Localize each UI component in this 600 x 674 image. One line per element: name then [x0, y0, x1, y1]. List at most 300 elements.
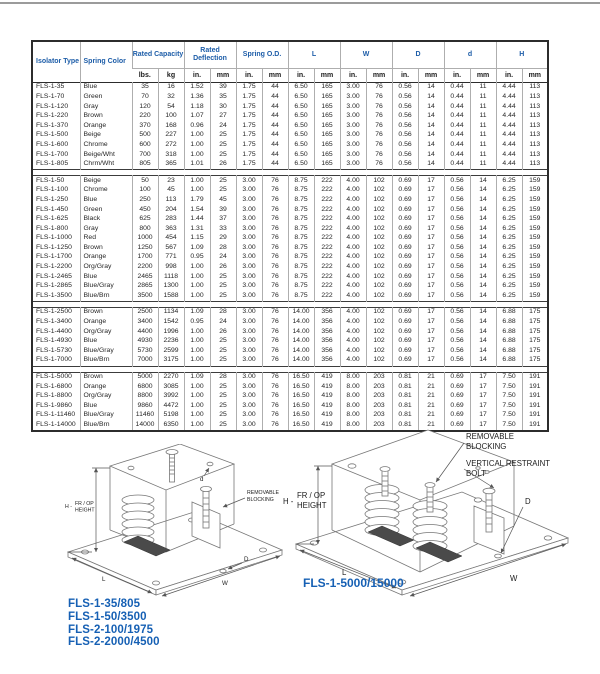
- cell-value: 1.09: [184, 244, 210, 254]
- table-row: [32, 318, 548, 328]
- cell-value: 2270: [158, 372, 184, 382]
- cell-value: 0.44: [444, 160, 470, 170]
- cell-value: 6.25: [496, 282, 522, 292]
- cell-value: 0.69: [444, 392, 470, 402]
- cell-value: 3.00: [236, 244, 262, 254]
- cell-value: 14: [470, 244, 496, 254]
- cell-value: 17: [418, 186, 444, 196]
- cell-spring-color: Blue: [80, 337, 132, 347]
- cell-value: 8.00: [340, 411, 366, 421]
- cell-spring-color: Orange: [80, 121, 132, 131]
- cell-spring-color: Blue/Gray: [80, 282, 132, 292]
- table-row: [32, 234, 548, 244]
- cell-value: 5000: [132, 372, 158, 382]
- cell-value: 0.81: [392, 421, 418, 432]
- cell-value: 8.00: [340, 382, 366, 392]
- cell-value: 0.56: [444, 346, 470, 356]
- l-label: L: [102, 576, 106, 583]
- cell-value: 102: [366, 337, 392, 347]
- cell-isolator-type: FLS-1-120: [36, 102, 69, 110]
- cell-value: 0.81: [392, 401, 418, 411]
- cell-value: 102: [366, 356, 392, 366]
- cell-isolator-type: FLS-1-100: [36, 186, 69, 194]
- cell-spring-color: Blue: [80, 272, 132, 282]
- cell-value: 3.00: [340, 93, 366, 103]
- cell-value: 1588: [158, 291, 184, 301]
- cell-value: 9860: [132, 401, 158, 411]
- cell-value: 3.00: [236, 215, 262, 225]
- cell-isolator-type: FLS-1-450: [36, 205, 69, 213]
- cell-value: 14.00: [288, 356, 314, 366]
- cell-value: 6.25: [496, 215, 522, 225]
- h-label: H -: [283, 497, 294, 506]
- cell-value: 25: [210, 401, 236, 411]
- bolt-label: BOLT: [466, 469, 486, 478]
- cell-isolator-type: FLS-1-805: [36, 160, 69, 168]
- cell-value: 44: [262, 121, 288, 131]
- cell-value: 220: [132, 112, 158, 122]
- cell-value: 113: [522, 160, 548, 170]
- cell-value: 16.50: [288, 392, 314, 402]
- cell-value: 76: [262, 411, 288, 421]
- cell-isolator-type: FLS-1-14000: [36, 420, 76, 428]
- cell-value: 25: [210, 382, 236, 392]
- cell-value: 3.00: [236, 263, 262, 273]
- model-label: FLS-2-2000/4500: [68, 636, 160, 649]
- cell-value: 3.00: [340, 102, 366, 112]
- cell-value: 356: [314, 337, 340, 347]
- cell-value: 14.00: [288, 346, 314, 356]
- cell-value: 165: [314, 93, 340, 103]
- table-row: [32, 205, 548, 215]
- removable-label: REMOVABLE: [466, 432, 514, 441]
- cell-value: 175: [522, 308, 548, 318]
- cell-value: 4.44: [496, 141, 522, 151]
- cell-value: 8.75: [288, 186, 314, 196]
- cell-value: 1.52: [184, 83, 210, 93]
- cell-value: 24: [210, 253, 236, 263]
- cell-value: 102: [366, 291, 392, 301]
- cell-value: 14: [470, 176, 496, 186]
- cell-value: 113: [522, 150, 548, 160]
- cell-value: 0.56: [392, 131, 418, 141]
- cell-value: 1300: [158, 282, 184, 292]
- unit-header: in.: [340, 69, 366, 83]
- h-label: H -: [65, 504, 72, 510]
- cell-isolator-type: FLS-1-5730: [36, 346, 72, 354]
- cell-value: 159: [522, 205, 548, 215]
- cell-value: 8.75: [288, 291, 314, 301]
- cell-spring-color: Red: [80, 234, 132, 244]
- cell-value: 771: [158, 253, 184, 263]
- cell-isolator-type: FLS-1-800: [36, 224, 69, 232]
- cell-value: 76: [262, 356, 288, 366]
- cell-value: 16.50: [288, 421, 314, 432]
- cell-value: 165: [314, 112, 340, 122]
- unit-header: mm: [314, 69, 340, 83]
- cell-value: 76: [262, 318, 288, 328]
- cell-value: 3.00: [236, 234, 262, 244]
- table-header: [32, 41, 548, 83]
- col-header-isolator-type: Isolator Type: [36, 57, 80, 65]
- fr-op-label: FR / OP: [297, 491, 326, 500]
- cell-value: 14: [470, 263, 496, 273]
- cell-value: 11: [470, 112, 496, 122]
- cell-isolator-type: FLS-1-500: [36, 131, 69, 139]
- cell-value: 76: [262, 372, 288, 382]
- model-label: FLS-1-50/3500: [68, 610, 147, 623]
- cell-value: 14: [470, 318, 496, 328]
- table-row: [32, 224, 548, 234]
- cell-value: 4.00: [340, 337, 366, 347]
- cell-value: 222: [314, 263, 340, 273]
- cell-value: 8.75: [288, 282, 314, 292]
- cell-value: 6.88: [496, 327, 522, 337]
- cell-value: 120: [132, 102, 158, 112]
- cell-value: 17: [470, 372, 496, 382]
- cell-isolator-type: FLS-1-1700: [36, 253, 72, 261]
- cell-value: 4.00: [340, 234, 366, 244]
- cell-spring-color: Blue: [80, 401, 132, 411]
- cell-value: 1542: [158, 318, 184, 328]
- cell-spring-color: Org/Gray: [80, 392, 132, 402]
- cell-value: 6.88: [496, 356, 522, 366]
- cell-value: 805: [132, 160, 158, 170]
- cell-isolator-type: FLS-1-5000: [36, 373, 72, 381]
- cell-value: 14: [418, 102, 444, 112]
- cell-spring-color: Green: [80, 205, 132, 215]
- cell-value: 1250: [132, 244, 158, 254]
- top-rule: [0, 2, 600, 4]
- cell-value: 76: [262, 234, 288, 244]
- cell-value: 11: [470, 93, 496, 103]
- cell-value: 3.00: [236, 327, 262, 337]
- cell-isolator-type: FLS-1-250: [36, 195, 69, 203]
- cell-value: 102: [366, 234, 392, 244]
- cell-value: 14: [470, 253, 496, 263]
- table-row: [32, 112, 548, 122]
- cell-value: 165: [314, 121, 340, 131]
- d-label: d: [200, 476, 204, 483]
- cell-value: 1.09: [184, 372, 210, 382]
- cell-spring-color: Chrome: [80, 141, 132, 151]
- cell-value: 21: [418, 411, 444, 421]
- cell-value: 0.56: [444, 224, 470, 234]
- cell-value: 0.81: [392, 382, 418, 392]
- cell-value: 159: [522, 196, 548, 206]
- cell-value: 1.00: [184, 186, 210, 196]
- cell-value: 0.69: [392, 253, 418, 263]
- cell-value: 7.50: [496, 421, 522, 432]
- cell-value: 102: [366, 186, 392, 196]
- cell-value: 0.69: [392, 205, 418, 215]
- cell-spring-color: Blue/Gray: [80, 411, 132, 421]
- cell-value: 14: [470, 327, 496, 337]
- cell-value: 191: [522, 401, 548, 411]
- cell-value: 4.00: [340, 308, 366, 318]
- cell-value: 76: [262, 401, 288, 411]
- cell-value: 1.00: [184, 327, 210, 337]
- cell-value: 159: [522, 263, 548, 273]
- cell-isolator-type: FLS-1-70: [36, 92, 65, 100]
- table-row: [32, 337, 548, 347]
- cell-value: 37: [210, 215, 236, 225]
- cell-value: 100: [132, 186, 158, 196]
- cell-value: 1.75: [236, 83, 262, 93]
- cell-value: 17: [418, 224, 444, 234]
- cell-value: 0.95: [184, 253, 210, 263]
- cell-value: 7.50: [496, 392, 522, 402]
- cell-value: 356: [314, 327, 340, 337]
- cell-value: 8.75: [288, 272, 314, 282]
- cell-value: 0.56: [392, 93, 418, 103]
- vertical-restraint-label: VERTICAL RESTRAINT: [466, 459, 551, 468]
- cell-isolator-type: FLS-1-700: [36, 150, 69, 158]
- cell-value: 14: [470, 346, 496, 356]
- cell-value: 1.75: [236, 102, 262, 112]
- cell-value: 4.00: [340, 215, 366, 225]
- cell-value: 0.44: [444, 131, 470, 141]
- cell-value: 17: [418, 244, 444, 254]
- cell-value: 227: [158, 131, 184, 141]
- cell-value: 3.00: [236, 372, 262, 382]
- table-row: [32, 327, 548, 337]
- cell-value: 17: [418, 282, 444, 292]
- table-group-3: [32, 308, 548, 367]
- D-label: D: [244, 556, 249, 563]
- table-row: [32, 356, 548, 366]
- cell-value: 419: [314, 421, 340, 432]
- cell-value: 0.44: [444, 83, 470, 93]
- cell-value: 0.56: [444, 176, 470, 186]
- cell-value: 14: [470, 291, 496, 301]
- model-label: FLS-1-35/805: [68, 598, 141, 610]
- cell-value: 30: [210, 102, 236, 112]
- cell-value: 6.25: [496, 176, 522, 186]
- cell-value: 0.69: [392, 308, 418, 318]
- cell-value: 1.75: [236, 160, 262, 170]
- cell-isolator-type: FLS-1-370: [36, 121, 69, 129]
- cell-value: 159: [522, 282, 548, 292]
- cell-value: 76: [262, 382, 288, 392]
- cell-value: 1.31: [184, 224, 210, 234]
- cell-value: 25: [210, 282, 236, 292]
- height-label: HEIGHT: [297, 501, 327, 510]
- cell-value: 0.69: [444, 382, 470, 392]
- cell-value: 16: [158, 83, 184, 93]
- cell-value: 7.50: [496, 372, 522, 382]
- cell-value: 175: [522, 346, 548, 356]
- cell-value: 7000: [132, 356, 158, 366]
- cell-value: 17: [418, 263, 444, 273]
- cell-value: 0.69: [392, 272, 418, 282]
- cell-value: 6.25: [496, 253, 522, 263]
- cell-value: 25: [210, 272, 236, 282]
- cell-value: 25: [210, 176, 236, 186]
- cell-value: 500: [132, 131, 158, 141]
- cell-value: 25: [210, 356, 236, 366]
- cell-value: 0.81: [392, 392, 418, 402]
- table-row: [32, 186, 548, 196]
- cell-value: 44: [262, 112, 288, 122]
- cell-value: 8.75: [288, 215, 314, 225]
- cell-value: 0.56: [444, 205, 470, 215]
- cell-value: 102: [366, 308, 392, 318]
- cell-value: 3.00: [236, 308, 262, 318]
- cell-value: 76: [262, 272, 288, 282]
- cell-value: 32: [158, 93, 184, 103]
- cell-value: 1.09: [184, 308, 210, 318]
- cell-value: 1.00: [184, 272, 210, 282]
- cell-value: 222: [314, 272, 340, 282]
- D-label: D: [525, 497, 531, 506]
- large-diagram-model-label: FLS-1-5000/15000: [303, 576, 404, 590]
- cell-value: 356: [314, 308, 340, 318]
- cell-value: 11: [470, 160, 496, 170]
- cell-value: 17: [418, 337, 444, 347]
- cell-value: 17: [470, 401, 496, 411]
- cell-isolator-type: FLS-1-2865: [36, 282, 72, 290]
- cell-value: 44: [262, 160, 288, 170]
- cell-value: 800: [132, 224, 158, 234]
- cell-value: 165: [314, 150, 340, 160]
- cell-value: 165: [314, 160, 340, 170]
- cell-value: 21: [418, 421, 444, 432]
- cell-value: 0.69: [392, 244, 418, 254]
- cell-value: 3.00: [236, 346, 262, 356]
- cell-value: 17: [418, 346, 444, 356]
- cell-value: 0.56: [444, 327, 470, 337]
- cell-value: 203: [366, 392, 392, 402]
- unit-header: in.: [184, 69, 210, 83]
- cell-spring-color: Blue/Gray: [80, 346, 132, 356]
- col-group-H: H: [496, 41, 548, 69]
- cell-spring-color: Beige: [80, 176, 132, 186]
- cell-value: 0.81: [392, 372, 418, 382]
- cell-value: 4.00: [340, 244, 366, 254]
- cell-value: 191: [522, 421, 548, 432]
- cell-value: 3.00: [236, 291, 262, 301]
- cell-value: 0.69: [392, 176, 418, 186]
- cell-value: 113: [522, 102, 548, 112]
- cell-value: 3.00: [340, 160, 366, 170]
- cell-value: 1.44: [184, 215, 210, 225]
- cell-value: 6.50: [288, 112, 314, 122]
- cell-value: 11: [470, 102, 496, 112]
- cell-value: 191: [522, 411, 548, 421]
- cell-value: 17: [470, 411, 496, 421]
- cell-value: 14: [470, 337, 496, 347]
- cell-value: 700: [132, 150, 158, 160]
- cell-value: 1.75: [236, 93, 262, 103]
- cell-value: 0.56: [444, 253, 470, 263]
- cell-value: 1.00: [184, 176, 210, 186]
- cell-value: 14: [418, 160, 444, 170]
- cell-value: 159: [522, 215, 548, 225]
- cell-value: 17: [418, 308, 444, 318]
- cell-value: 76: [262, 253, 288, 263]
- cell-value: 16.50: [288, 411, 314, 421]
- cell-value: 4.00: [340, 205, 366, 215]
- cell-value: 17: [418, 272, 444, 282]
- cell-spring-color: Blue/Brn: [80, 356, 132, 366]
- cell-value: 76: [262, 196, 288, 206]
- cell-value: 76: [262, 346, 288, 356]
- cell-value: 0.95: [184, 318, 210, 328]
- cell-value: 8.75: [288, 224, 314, 234]
- cell-value: 203: [366, 372, 392, 382]
- cell-value: 44: [262, 131, 288, 141]
- cell-value: 14: [470, 234, 496, 244]
- cell-value: 1.79: [184, 196, 210, 206]
- cell-spring-color: Org/Gray: [80, 327, 132, 337]
- cell-value: 0.56: [392, 160, 418, 170]
- cell-value: 0.69: [392, 318, 418, 328]
- cell-value: 1.00: [184, 356, 210, 366]
- cell-value: 23: [158, 176, 184, 186]
- cell-value: 3.00: [236, 205, 262, 215]
- cell-value: 222: [314, 205, 340, 215]
- cell-value: 1.75: [236, 112, 262, 122]
- cell-value: 25: [210, 411, 236, 421]
- cell-value: 24: [210, 121, 236, 131]
- cell-value: 102: [366, 272, 392, 282]
- cell-value: 0.56: [392, 112, 418, 122]
- cell-value: 14: [418, 141, 444, 151]
- cell-value: 16.50: [288, 401, 314, 411]
- cell-value: 6.25: [496, 291, 522, 301]
- cell-value: 6.50: [288, 102, 314, 112]
- cell-value: 222: [314, 244, 340, 254]
- cell-value: 14: [418, 112, 444, 122]
- unit-header: mm: [470, 69, 496, 83]
- cell-value: 4.44: [496, 93, 522, 103]
- cell-value: 26: [210, 263, 236, 273]
- cell-value: 17: [418, 196, 444, 206]
- cell-spring-color: Green: [80, 93, 132, 103]
- cell-spring-color: Orange: [80, 253, 132, 263]
- cell-value: 1.00: [184, 291, 210, 301]
- cell-value: 3992: [158, 392, 184, 402]
- cell-value: 1.75: [236, 141, 262, 151]
- base-plate: [68, 512, 282, 595]
- cell-value: 8.75: [288, 263, 314, 273]
- cell-value: 1000: [132, 234, 158, 244]
- cell-value: 76: [366, 150, 392, 160]
- cell-value: 363: [158, 224, 184, 234]
- cell-value: 1118: [158, 272, 184, 282]
- cell-spring-color: Chrome: [80, 186, 132, 196]
- cell-value: 17: [418, 356, 444, 366]
- cell-value: 8.75: [288, 234, 314, 244]
- cell-value: 3.00: [236, 272, 262, 282]
- cell-value: 4.00: [340, 327, 366, 337]
- cell-value: 4400: [132, 327, 158, 337]
- cell-value: 3.00: [340, 141, 366, 151]
- cell-value: 21: [418, 372, 444, 382]
- cell-value: 4.00: [340, 196, 366, 206]
- cell-value: 29: [210, 234, 236, 244]
- cell-spring-color: Gray: [80, 224, 132, 234]
- cell-value: 0.69: [392, 224, 418, 234]
- cell-value: 222: [314, 234, 340, 244]
- cell-value: 14: [470, 186, 496, 196]
- cell-spring-color: Gray: [80, 102, 132, 112]
- cell-value: 0.69: [392, 263, 418, 273]
- cell-value: 113: [522, 121, 548, 131]
- table-row: [32, 253, 548, 263]
- cell-isolator-type: FLS-1-600: [36, 140, 69, 148]
